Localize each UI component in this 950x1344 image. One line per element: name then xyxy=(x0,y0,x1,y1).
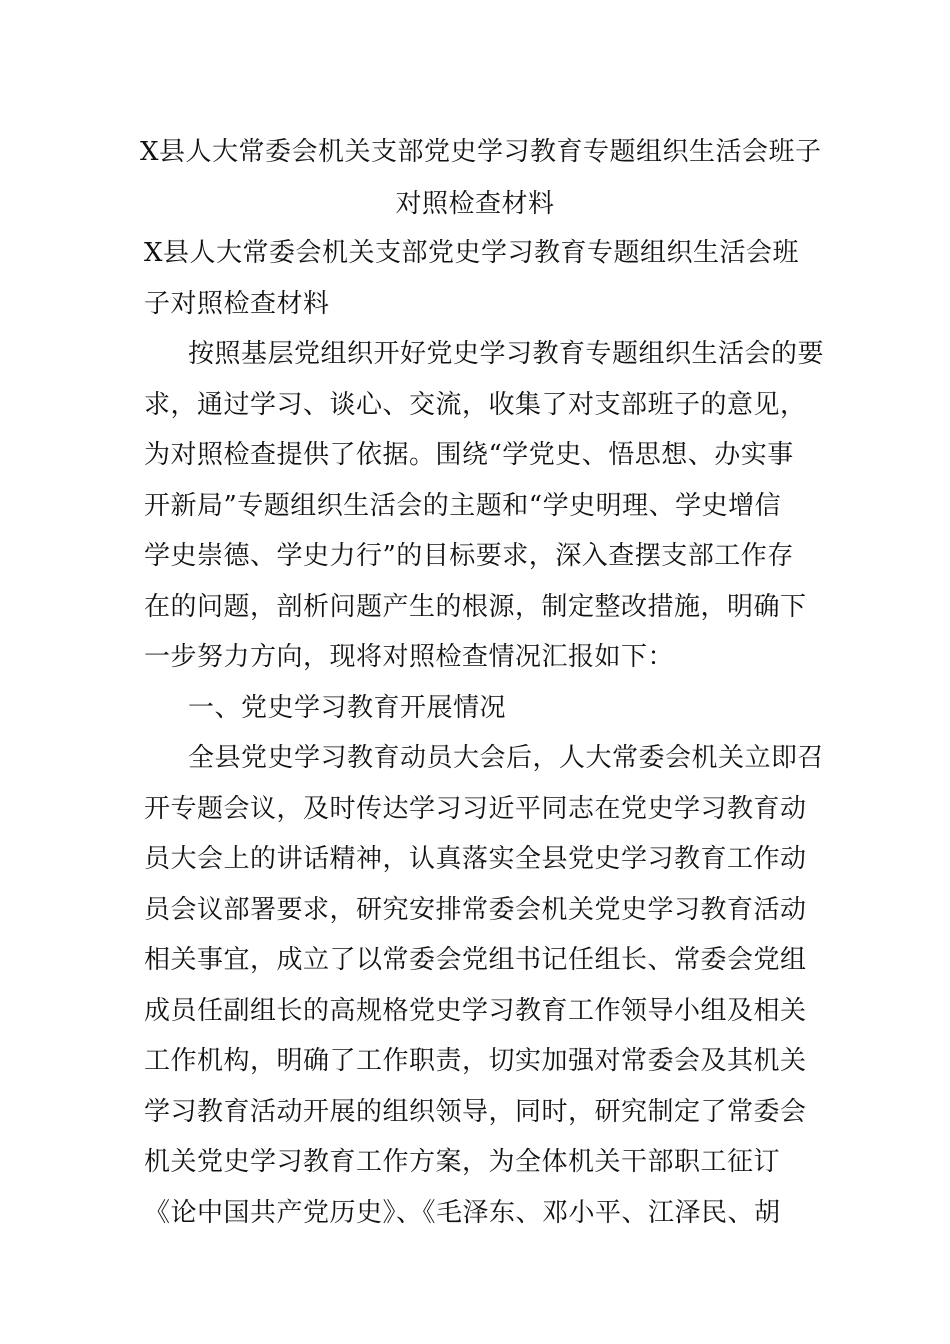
body-line: 员大会上的讲话精神，认真落实全县党史学习教育工作动 xyxy=(144,844,807,874)
body-line: 一、党史学习教育开展情况 xyxy=(188,692,507,723)
body-line: 学史崇德、学史力行”的目标要求，深入查摆支部工作存 xyxy=(144,541,794,571)
body-line: 学习教育活动开展的组织领导，同时，研究制定了常委会 xyxy=(144,1096,807,1127)
body-line: 开新局”专题组织生活会的主题和“学史明理、学史增信 xyxy=(144,490,782,521)
body-line: 工作机构，明确了工作职责，切实加强对常委会及其机关 xyxy=(144,1046,807,1076)
body-line: 全县党史学习教育动员大会后，人大常委会机关立即召 xyxy=(188,743,825,773)
body-line: 子对照检查材料 xyxy=(144,288,330,319)
body-line: X县人大常委会机关支部党史学习教育专题组织生活会班 xyxy=(144,238,800,268)
body-line: 相关事宜，成立了以常委会党组书记任组长、常委会党组 xyxy=(144,945,807,975)
document-title-line-2: 对照检查材料 xyxy=(395,189,555,219)
body-line: 按照基层党组织开好党史学习教育专题组织生活会的要 xyxy=(188,339,825,369)
body-line: 开专题会议，及时传达学习习近平同志在党史学习教育动 xyxy=(144,793,807,824)
document-title-line-1: X县人大常委会机关支部党史学习教育专题组织生活会班子 xyxy=(140,137,822,167)
body-line: 成员任副组长的高规格党史学习教育工作领导小组及相关 xyxy=(144,995,807,1026)
body-line: 《论中国共产党历史》、《毛泽东、邓小平、江泽民、胡 xyxy=(144,1197,781,1228)
body-line: 员会议部署要求，研究安排常委会机关党史学习教育活动 xyxy=(144,894,807,925)
body-line: 机关党史学习教育工作方案，为全体机关干部职工征订 xyxy=(144,1147,781,1177)
body-line: 求，通过学习、谈心、交流，收集了对支部班子的意见， xyxy=(144,389,807,420)
body-line: 为对照检查提供了依据。围绕“学党史、悟思想、办实事 xyxy=(144,440,794,470)
body-line: 一步努力方向，现将对照检查情况汇报如下： xyxy=(144,642,675,672)
body-line: 在的问题，剖析问题产生的根源，制定整改措施，明确下 xyxy=(144,591,807,622)
